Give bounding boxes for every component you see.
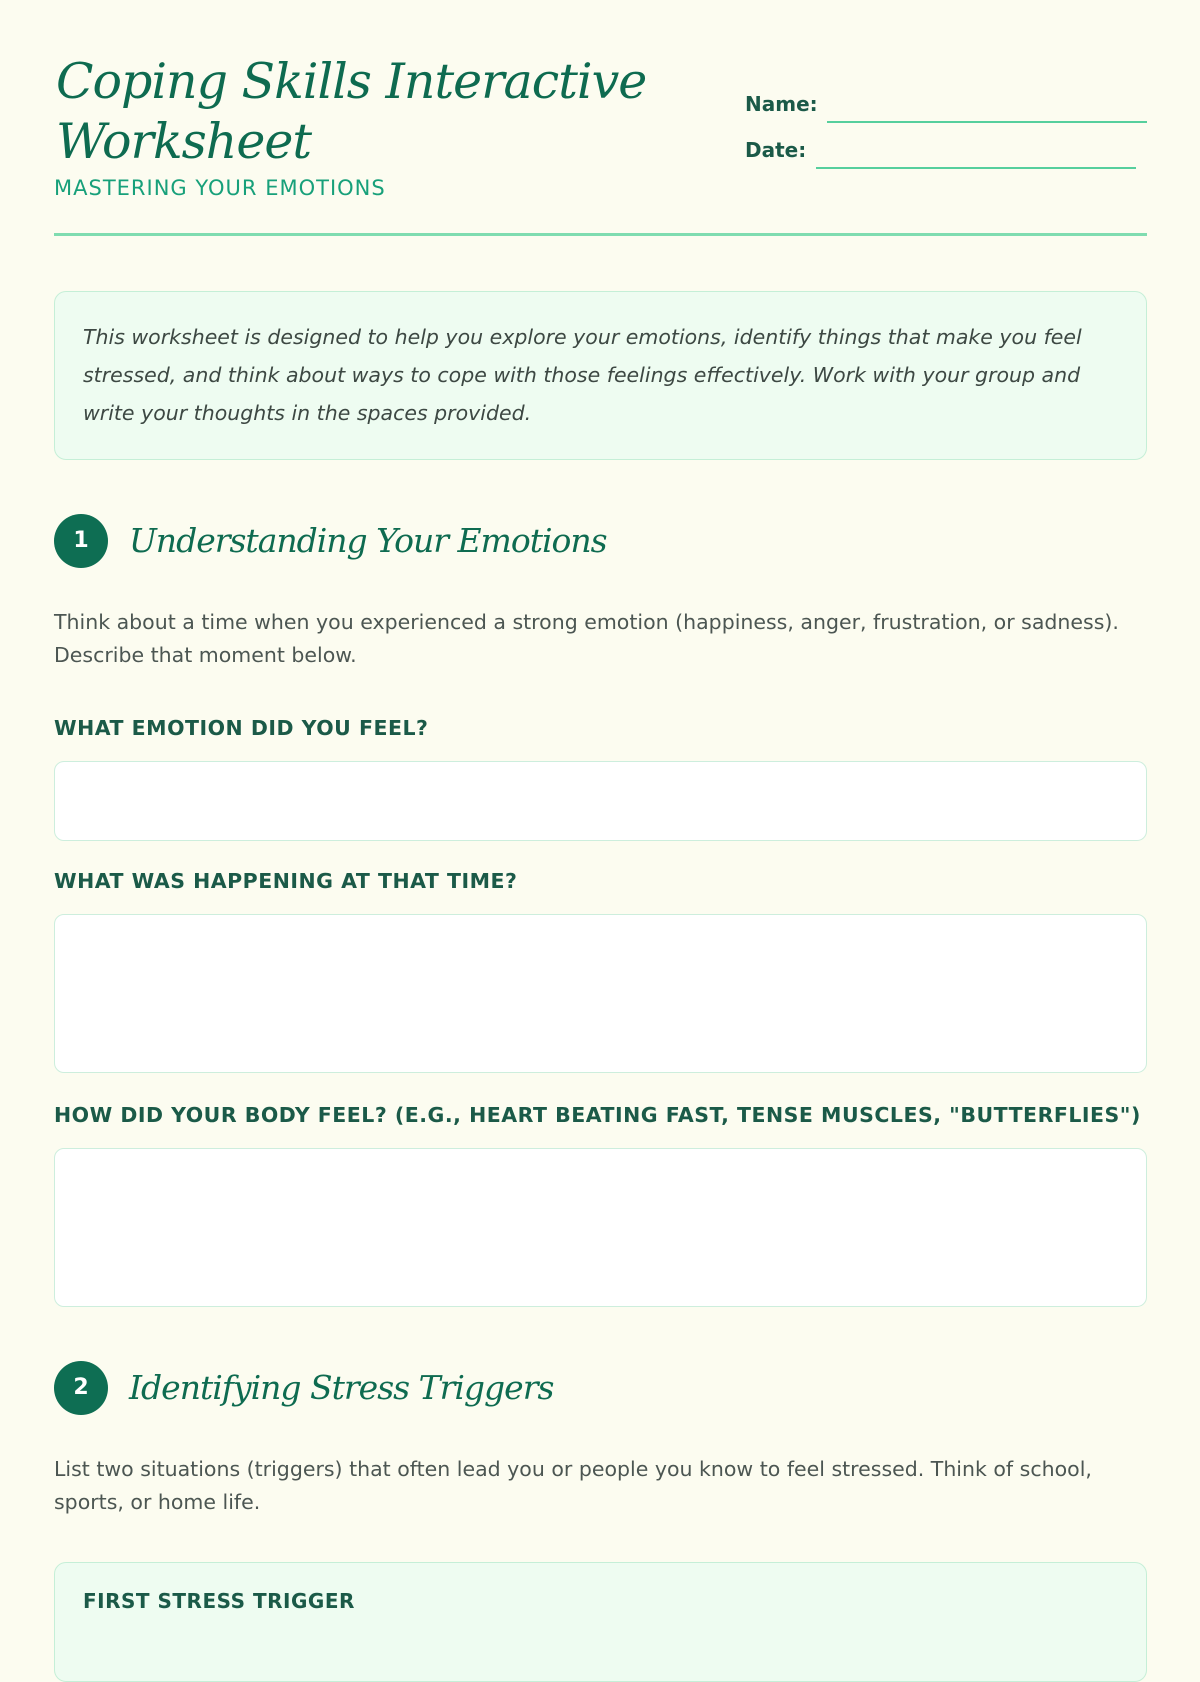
worksheet-page xyxy=(54,0,1147,1613)
page-subtitle: MASTERING YOUR EMOTIONS xyxy=(54,176,386,200)
trigger-card[interactable] xyxy=(54,1562,1147,1682)
situation-answer-box[interactable] xyxy=(54,914,1147,1073)
worksheet-header xyxy=(54,0,1147,236)
body-feeling-answer-box[interactable] xyxy=(54,1148,1147,1307)
date-row xyxy=(745,134,1147,180)
student-info xyxy=(745,88,1147,180)
section-description: Think about a time when you experienced a strong emotion (happiness, anger, frustration, or sadness). Describe that moment below. xyxy=(54,610,1119,667)
question-label: WHAT EMOTION DID YOU FEEL? xyxy=(54,716,429,740)
intro-panel: This worksheet is designed to help you explore your emotions, identify things that make you feel stressed, and think about ways to cope with those feelings effectively. Work with your group and write your thoughts in the spaces provided. xyxy=(54,291,1147,460)
section-description: List two situations (triggers) that often lead you or people you know to feel stressed. Think of school, sports, or home life. xyxy=(54,1457,1092,1514)
trigger-label: FIRST STRESS TRIGGER xyxy=(83,1589,355,1613)
section-1-header xyxy=(54,514,954,568)
question-label: HOW DID YOUR BODY FEEL? (E.G., HEART BEATING FAST, TENSE MUSCLES, "BUTTERFLIES") xyxy=(54,1103,1141,1127)
section-title: Identifying Stress Triggers xyxy=(129,1368,554,1407)
date-label: Date: xyxy=(745,138,807,162)
emotion-answer-box[interactable] xyxy=(54,761,1147,841)
section-number-badge: 1 xyxy=(54,514,108,568)
question-label: WHAT WAS HAPPENING AT THAT TIME? xyxy=(54,869,518,893)
section-title: Understanding Your Emotions xyxy=(129,521,607,560)
section-2-header xyxy=(54,1361,954,1415)
date-field[interactable] xyxy=(816,167,1136,169)
name-row xyxy=(745,88,1147,134)
page-title: Coping Skills Interactive Worksheet xyxy=(56,53,647,170)
name-label: Name: xyxy=(745,92,818,116)
name-field[interactable] xyxy=(827,121,1147,123)
section-number-badge: 2 xyxy=(54,1361,108,1415)
